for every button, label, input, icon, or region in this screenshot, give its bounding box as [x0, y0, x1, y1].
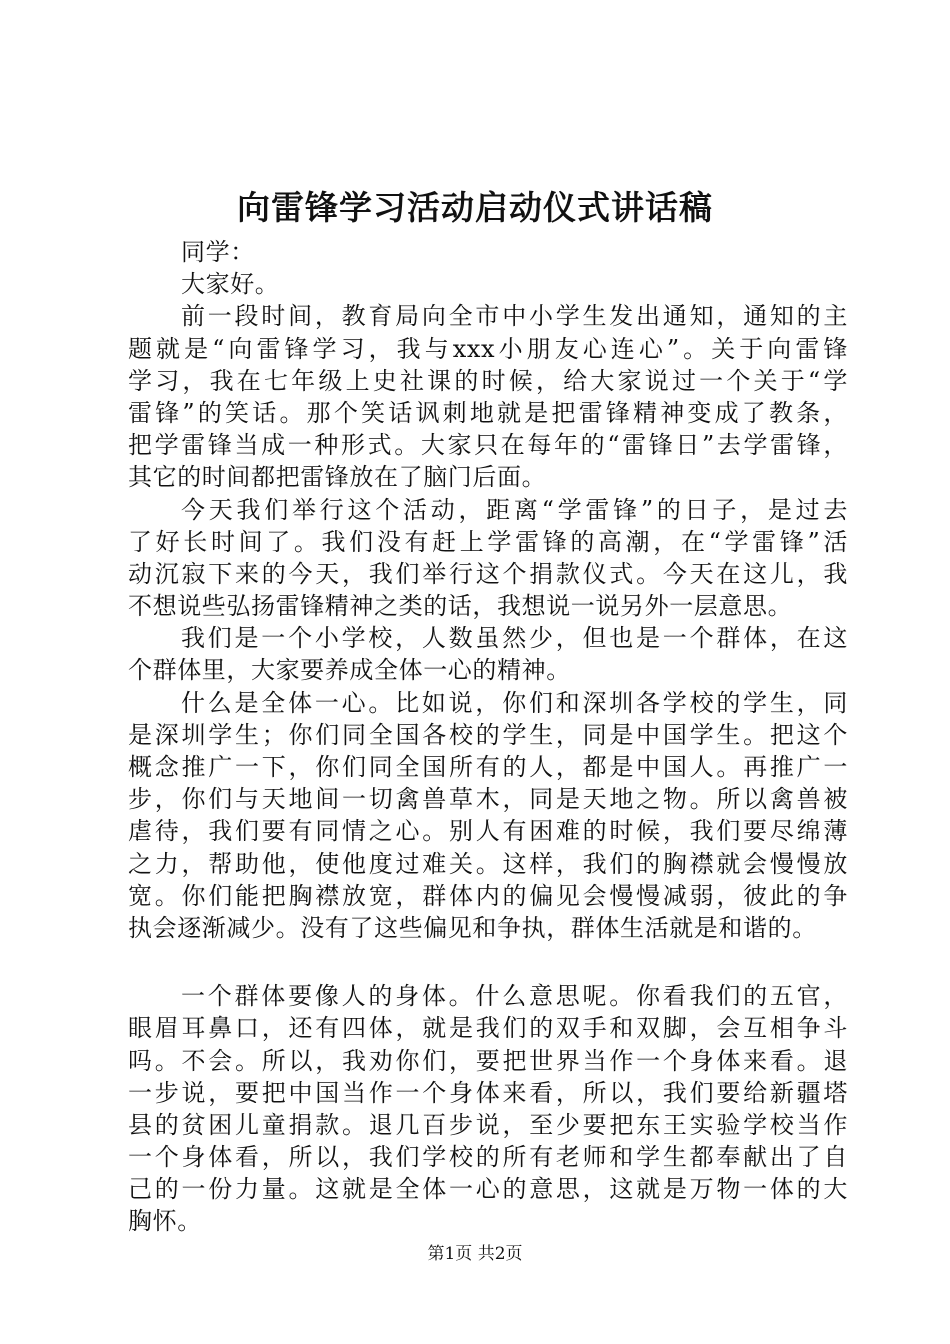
paragraph-line: 一个群体要像人的身体。什么意思呢。你看我们的五官， — [181, 982, 848, 1011]
paragraph-line: 步，你们与天地间一切禽兽草木，同是天地之物。所以禽兽被 — [128, 785, 848, 814]
paragraph-3 — [128, 622, 848, 686]
paragraph-line: 宽。你们能把胸襟放宽，群体内的偏见会慢慢减弱，彼此的争 — [128, 881, 848, 910]
paragraph-line: 一个身体看，所以，我们学校的所有老师和学生都奉献出了自 — [128, 1143, 848, 1172]
paragraph-line: 学习，我在七年级上史社课的时候，给大家说过一个关于“学 — [128, 366, 848, 395]
paragraph-4 — [128, 687, 848, 945]
paragraph-line: 虐待，我们要有同情之心。别人有困难的时候，我们要尽绵薄 — [128, 817, 848, 846]
paragraph-line: 执会逐渐减少。没有了这些偏见和争执，群体生活就是和谐的。 — [128, 913, 817, 942]
paragraph-line: 不想说些弘扬雷锋精神之类的话，我想说一说另外一层意思。 — [128, 592, 793, 621]
paragraph-line: 动沉寂下来的今天，我们举行这个捐款仪式。今天在这儿，我 — [128, 559, 848, 588]
paragraph-line: 今天我们举行这个活动，距离“学雷锋”的日子，是过去 — [181, 495, 848, 524]
paragraph-2 — [128, 494, 848, 623]
paragraph-line: 我们是一个小学校，人数虽然少，但也是一个群体，在这 — [181, 624, 848, 653]
paragraph-line: 了好长时间了。我们没有赶上学雷锋的高潮，在“学雷锋”活 — [128, 527, 848, 556]
paragraph-1 — [128, 300, 848, 493]
paragraph-line: 吗。不会。所以，我劝你们，要把世界当作一个身体来看。退 — [128, 1046, 848, 1075]
document-title: 向雷锋学习活动启动仪式讲话稿 — [237, 188, 713, 227]
paragraph-gap — [128, 944, 848, 980]
paragraph-line: 己的一份力量。这就是全体一心的意思，这就是万物一体的大 — [128, 1175, 848, 1204]
paragraph-5 — [128, 980, 848, 1238]
paragraph-line: 县的贫困儿童捐款。退几百步说，至少要把东王实验学校当作 — [128, 1110, 848, 1139]
paragraph-line: 胸怀。 — [128, 1207, 202, 1236]
paragraph-line: 眼眉耳鼻口，还有四体，就是我们的双手和双脚，会互相争斗 — [128, 1014, 848, 1043]
paragraph-line: 之力，帮助他，使他度过难关。这样，我们的胸襟就会慢慢放 — [128, 849, 848, 878]
paragraph-line: 是深圳学生；你们同全国各校的学生，同是中国学生。把这个 — [128, 720, 848, 749]
salutation-line: 大家好。 — [181, 270, 280, 299]
page-footer: 第1页 共2页 — [427, 1244, 523, 1264]
paragraph-line: 什么是全体一心。比如说，你们和深圳各学校的学生，同 — [181, 688, 848, 717]
paragraph-line: 其它的时间都把雷锋放在了脑门后面。 — [128, 463, 547, 492]
paragraph-line: 前一段时间，教育局向全市中小学生发出通知，通知的主 — [181, 302, 848, 331]
paragraph-line: 个群体里，大家要养成全体一心的精神。 — [128, 656, 571, 685]
paragraph-line: 雷锋”的笑话。那个笑话讽刺地就是把雷锋精神变成了教条， — [128, 398, 848, 427]
paragraph-line: 概念推广一下，你们同全国所有的人，都是中国人。再推广一 — [128, 753, 848, 781]
greeting-line: 同学： — [181, 238, 255, 266]
paragraph-line: 题就是“向雷锋学习，我与xxx小朋友心连心”。关于向雷锋 — [128, 334, 848, 363]
paragraph-line: 把学雷锋当成一种形式。大家只在每年的“雷锋日”去学雷锋， — [128, 431, 848, 460]
paragraph-line: 一步说，要把中国当作一个身体来看，所以，我们要给新疆塔 — [128, 1078, 848, 1107]
document-body — [128, 236, 848, 1238]
